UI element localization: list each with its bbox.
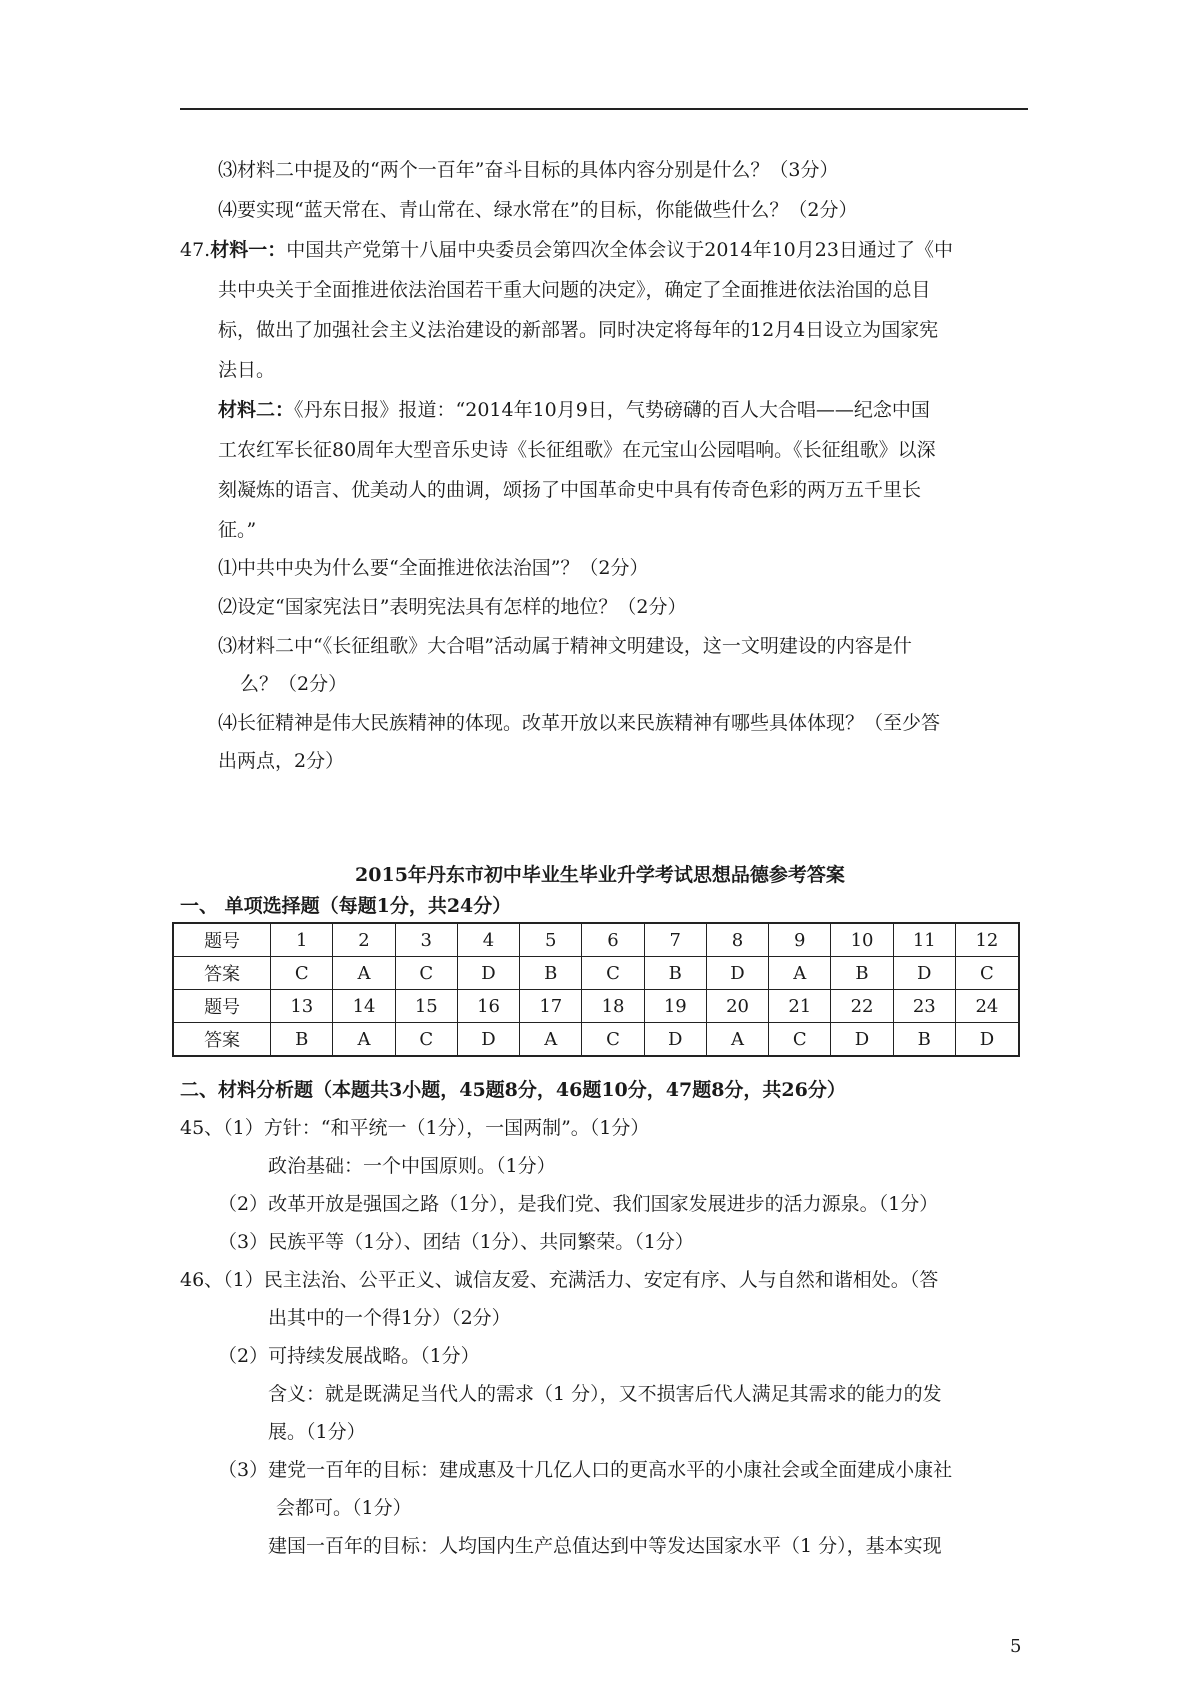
table-cell: 20 [706, 990, 768, 1023]
table-cell: A [520, 1023, 582, 1057]
table-cell: A [333, 957, 395, 990]
answer-46-2b-line-2: 展。（1分） [268, 1421, 366, 1443]
table-cell: 1 [271, 923, 333, 957]
table-cell: C [582, 957, 644, 990]
answer-table [172, 922, 1020, 1057]
q47-material-1-text: 中国共产党第十八届中央委员会第四次全体会议于2014年10月23日通过了《中 [286, 239, 953, 261]
table-cell: 14 [333, 990, 395, 1023]
table-cell: 12 [955, 923, 1019, 957]
q47-material-2-line-2: 工农红军长征80周年大型音乐史诗《长征组歌》在元宝山公园唱响。《长征组歌》以深 [218, 439, 936, 461]
table-cell: C [769, 1023, 831, 1057]
table-cell: D [831, 1023, 893, 1057]
table-cell: 6 [582, 923, 644, 957]
header-rule [180, 108, 1028, 110]
q47-material-1-line-4: 法日。 [218, 359, 276, 381]
table-cell: C [955, 957, 1019, 990]
table-cell: 21 [769, 990, 831, 1023]
table-cell: A [706, 1023, 768, 1057]
q47-material-1-line-3: 标，做出了加强社会主义法治建设的新部署。同时决定将每年的12月4日设立为国家宪 [218, 319, 939, 341]
table-cell: C [395, 1023, 457, 1057]
table-cell: 4 [457, 923, 519, 957]
q47-sub1: ⑴中共中央为什么要“全面推进依法治国”？（2分） [218, 557, 649, 579]
q47-sub2: ⑵设定“国家宪法日”表明宪法具有怎样的地位？（2分） [218, 596, 687, 618]
table-cell: D [457, 1023, 519, 1057]
table-cell: B [831, 957, 893, 990]
answer-46-3b: 建国一百年的目标：人均国内生产总值达到中等发达国家水平（1 分），基本实现 [268, 1535, 942, 1557]
answer-45-1b: 政治基础：一个中国原则。（1分） [268, 1155, 556, 1177]
q47-sub3-line-2: 么？（2分） [240, 673, 348, 695]
table-cell: C [582, 1023, 644, 1057]
table-cell: 8 [706, 923, 768, 957]
table-row-numbers-1 [173, 923, 1019, 957]
table-cell: A [333, 1023, 395, 1057]
table-cell: D [706, 957, 768, 990]
q47-material-1-line-2: 共中央关于全面推进依法治国若干重大问题的决定》，确定了全面推进依法治国的总目 [218, 279, 931, 301]
q47-sub4-line-1: ⑷长征精神是伟大民族精神的体现。改革开放以来民族精神有哪些具体体现？（至少答 [218, 712, 941, 734]
table-cell: B [520, 957, 582, 990]
table-cell: 24 [955, 990, 1019, 1023]
answer-key-title: 2015年丹东市初中毕业生毕业升学考试思想品德参考答案 [355, 864, 845, 886]
table-cell: 9 [769, 923, 831, 957]
table-label: 答案 [173, 1023, 271, 1057]
answer-45-3: （3）民族平等（1分）、团结（1分）、共同繁荣。（1分） [218, 1231, 694, 1253]
table-cell: B [271, 1023, 333, 1057]
table-cell: 19 [644, 990, 706, 1023]
section-1-heading: 一、 单项选择题（每题1分，共24分） [180, 895, 512, 917]
table-cell: 18 [582, 990, 644, 1023]
table-cell: A [769, 957, 831, 990]
table-label: 答案 [173, 957, 271, 990]
table-row-answers-1 [173, 957, 1019, 990]
q47-number: 47. [180, 239, 211, 261]
page-number: 5 [1010, 1636, 1022, 1657]
q47-material-2-line-1 [218, 398, 930, 422]
q47-material-1-line-1 [180, 238, 953, 262]
table-label: 题号 [173, 923, 271, 957]
table-cell: C [271, 957, 333, 990]
q47-material-1-label: 材料一： [210, 239, 287, 261]
q47-material-2-text: 《丹东日报》报道：“2014年10月9日，气势磅礴的百人大合唱——纪念中国 [294, 399, 930, 421]
q47-sub3-line-1: ⑶材料二中“《长征组歌》大合唱”活动属于精神文明建设，这一文明建设的内容是什 [218, 635, 912, 657]
q47-sub4-line-2: 出两点，2分） [218, 750, 345, 772]
q47-material-2-line-4: 征。” [218, 519, 257, 541]
table-label: 题号 [173, 990, 271, 1023]
table-cell: 22 [831, 990, 893, 1023]
table-cell: 10 [831, 923, 893, 957]
answer-45-1: 45、（1）方针：“和平统一（1分），一国两制”。（1分） [180, 1117, 650, 1139]
answer-46-2: （2）可持续发展战略。（1分） [218, 1345, 480, 1367]
answer-46-1-line-2: 出其中的一个得1分）（2分） [268, 1307, 511, 1329]
table-cell: B [893, 1023, 955, 1057]
q46-sub4: ⑷要实现“蓝天常在、青山常在、绿水常在”的目标，你能做些什么？（2分） [218, 199, 858, 221]
table-cell: 3 [395, 923, 457, 957]
table-cell: 23 [893, 990, 955, 1023]
table-cell: 5 [520, 923, 582, 957]
answer-45-2: （2）改革开放是强国之路（1分），是我们党、我们国家发展进步的活力源泉。（1分） [218, 1193, 939, 1215]
table-cell: 16 [457, 990, 519, 1023]
table-cell: D [457, 957, 519, 990]
answer-46-3-line-2: 会都可。（1分） [276, 1497, 412, 1519]
answer-46-2b-line-1: 含义：就是既满足当代人的需求（1 分），又不损害后代人满足其需求的能力的发 [268, 1383, 942, 1405]
table-cell: 7 [644, 923, 706, 957]
table-cell: 13 [271, 990, 333, 1023]
table-cell: B [644, 957, 706, 990]
table-cell: 15 [395, 990, 457, 1023]
table-cell: C [395, 957, 457, 990]
answer-46-3-line-1: （3）建党一百年的目标：建成惠及十几亿人口的更高水平的小康社会或全面建成小康社 [218, 1459, 953, 1481]
section-2-heading: 二、材料分析题（本题共3小题，45题8分，46题10分，47题8分，共26分） [180, 1079, 846, 1101]
q46-sub3: ⑶材料二中提及的“两个一百年”奋斗目标的具体内容分别是什么？（3分） [218, 159, 839, 181]
table-cell: 17 [520, 990, 582, 1023]
table-row-answers-2 [173, 1023, 1019, 1057]
q47-material-2-label: 材料二： [218, 399, 295, 421]
answer-46-1-line-1: 46、（1）民主法治、公平正义、诚信友爱、充满活力、安定有序、人与自然和谐相处。（答 [180, 1269, 939, 1291]
table-cell: D [644, 1023, 706, 1057]
table-row-numbers-2 [173, 990, 1019, 1023]
table-cell: D [955, 1023, 1019, 1057]
table-cell: D [893, 957, 955, 990]
q47-material-2-line-3: 刻凝炼的语言、优美动人的曲调，颂扬了中国革命史中具有传奇色彩的两万五千里长 [218, 479, 922, 501]
table-cell: 11 [893, 923, 955, 957]
table-cell: 2 [333, 923, 395, 957]
